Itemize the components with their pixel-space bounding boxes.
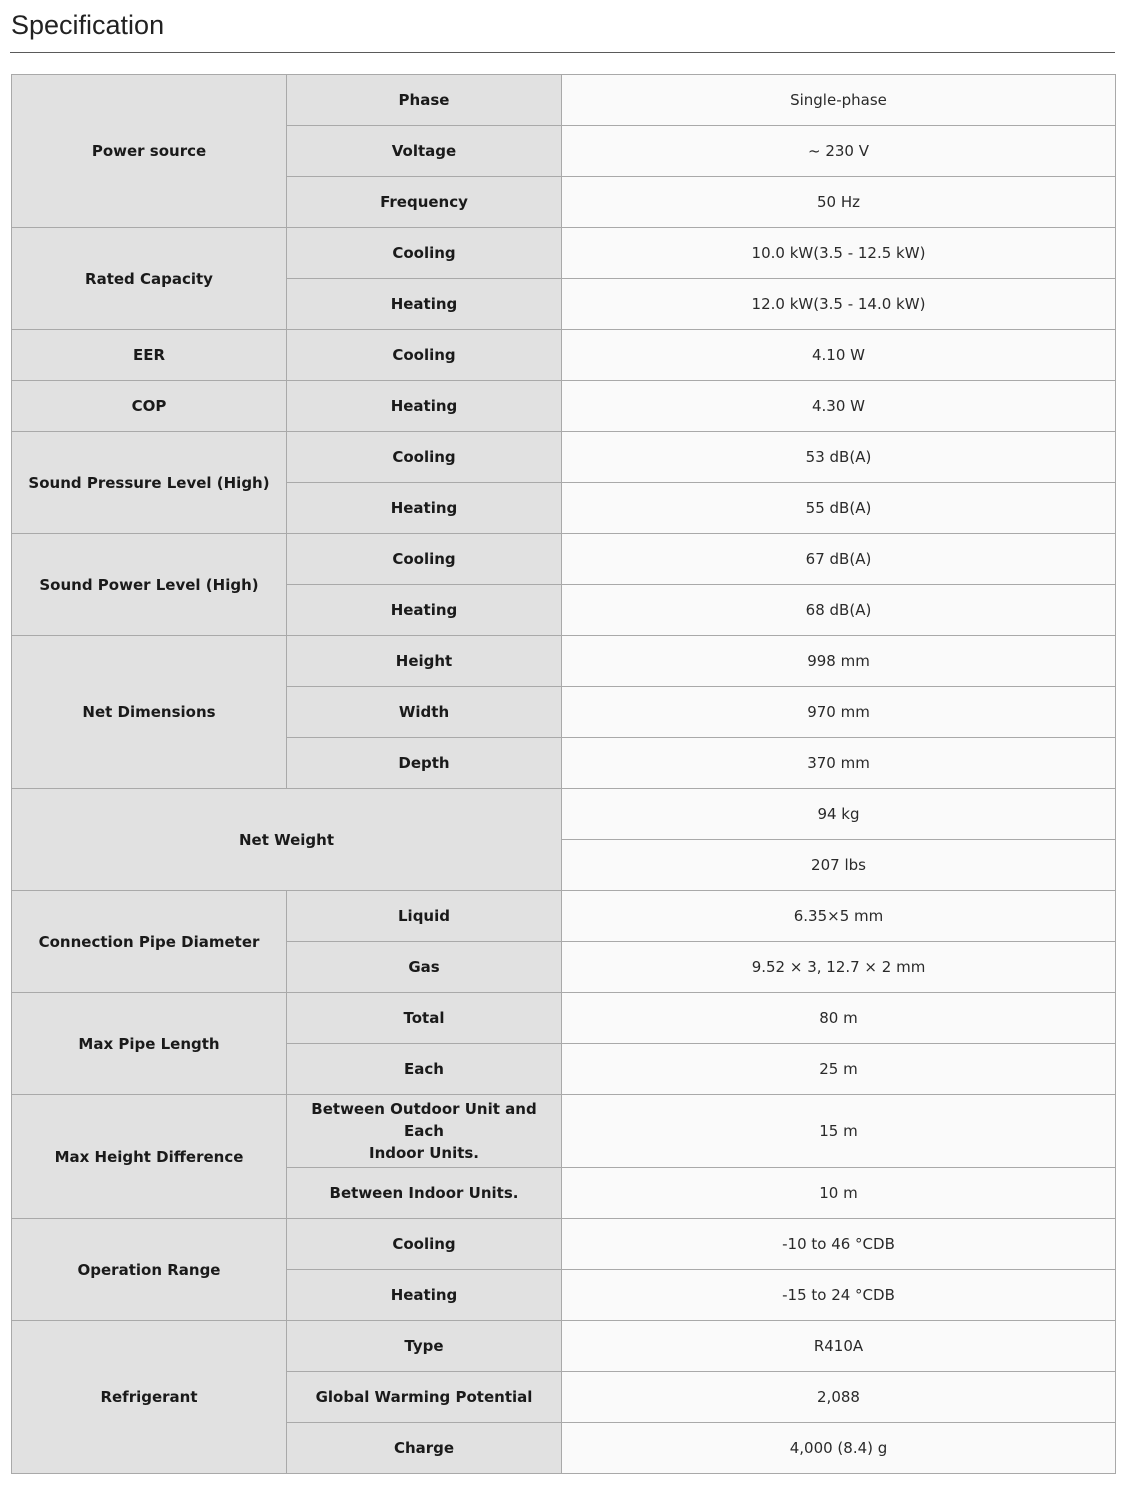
page-title: Specification bbox=[11, 10, 165, 40]
row-sub-label: Heating bbox=[287, 483, 562, 534]
table-row bbox=[12, 330, 1116, 381]
row-value: 998 mm bbox=[562, 636, 1116, 687]
row-sub-label: Type bbox=[287, 1321, 562, 1372]
row-sub-label: Height bbox=[287, 636, 562, 687]
table-row bbox=[12, 75, 1116, 126]
row-value: 15 m bbox=[562, 1095, 1116, 1168]
row-group-label: EER bbox=[12, 330, 287, 381]
row-sub-label: Total bbox=[287, 993, 562, 1044]
row-sub-label: Cooling bbox=[287, 228, 562, 279]
row-group-label: Net Dimensions bbox=[12, 636, 287, 789]
row-value: 9.52 × 3, 12.7 × 2 mm bbox=[562, 942, 1116, 993]
row-value: 4.30 W bbox=[562, 381, 1116, 432]
table-row bbox=[12, 228, 1116, 279]
row-sub-label-line: Indoor Units. bbox=[368, 1144, 480, 1162]
row-group-label: Refrigerant bbox=[12, 1321, 287, 1474]
row-sub-label: Heating bbox=[287, 585, 562, 636]
row-sub-label: Frequency bbox=[287, 177, 562, 228]
row-value: 55 dB(A) bbox=[562, 483, 1116, 534]
row-sub-label: Cooling bbox=[287, 1219, 562, 1270]
spec-table bbox=[11, 74, 1116, 1474]
row-sub-label: Cooling bbox=[287, 330, 562, 381]
table-row bbox=[12, 1321, 1116, 1372]
row-group-label: Sound Power Level (High) bbox=[12, 534, 287, 636]
row-value: -10 to 46 °CDB bbox=[562, 1219, 1116, 1270]
row-value: 25 m bbox=[562, 1044, 1116, 1095]
row-sub-label: Between Indoor Units. bbox=[287, 1168, 562, 1219]
row-value: Single-phase bbox=[562, 75, 1116, 126]
row-sub-label: Cooling bbox=[287, 432, 562, 483]
table-row bbox=[12, 993, 1116, 1044]
row-value: 970 mm bbox=[562, 687, 1116, 738]
table-row bbox=[12, 534, 1116, 585]
table-row bbox=[12, 432, 1116, 483]
row-value: 94 kg bbox=[562, 789, 1116, 840]
row-value: 4.10 W bbox=[562, 330, 1116, 381]
row-sub-label: Cooling bbox=[287, 534, 562, 585]
row-sub-label: Each bbox=[287, 1044, 562, 1095]
row-sub-label: Global Warming Potential bbox=[287, 1372, 562, 1423]
row-value: 370 mm bbox=[562, 738, 1116, 789]
row-group-label: Max Height Difference bbox=[12, 1095, 287, 1219]
row-value: -15 to 24 °CDB bbox=[562, 1270, 1116, 1321]
row-value: 50 Hz bbox=[562, 177, 1116, 228]
row-value: 10 m bbox=[562, 1168, 1116, 1219]
row-group-label: Connection Pipe Diameter bbox=[12, 891, 287, 993]
row-group-label: Sound Pressure Level (High) bbox=[12, 432, 287, 534]
row-value: 6.35×5 mm bbox=[562, 891, 1116, 942]
row-sub-label: Depth bbox=[287, 738, 562, 789]
row-value: 2,088 bbox=[562, 1372, 1116, 1423]
row-value: 80 m bbox=[562, 993, 1116, 1044]
row-group-label: COP bbox=[12, 381, 287, 432]
row-sub-label: Heating bbox=[287, 279, 562, 330]
title-divider bbox=[10, 52, 1115, 53]
row-sub-label: Phase bbox=[287, 75, 562, 126]
row-group-label: Power source bbox=[12, 75, 287, 228]
row-value: ~ 230 V bbox=[562, 126, 1116, 177]
row-sub-label: Voltage bbox=[287, 126, 562, 177]
row-value: 67 dB(A) bbox=[562, 534, 1116, 585]
table-row bbox=[12, 1219, 1116, 1270]
row-value: 53 dB(A) bbox=[562, 432, 1116, 483]
row-sub-label: Heating bbox=[287, 381, 562, 432]
row-sub-label-line: Between Outdoor Unit and Each bbox=[311, 1100, 537, 1140]
row-group-label: Rated Capacity bbox=[12, 228, 287, 330]
row-group-label: Max Pipe Length bbox=[12, 993, 287, 1095]
table-row bbox=[12, 1095, 1116, 1168]
row-value: 68 dB(A) bbox=[562, 585, 1116, 636]
row-value: 4,000 (8.4) g bbox=[562, 1423, 1116, 1474]
table-row bbox=[12, 891, 1116, 942]
row-sub-label: Width bbox=[287, 687, 562, 738]
row-sub-label bbox=[287, 1095, 562, 1168]
table-row bbox=[12, 636, 1116, 687]
row-value: 10.0 kW(3.5 - 12.5 kW) bbox=[562, 228, 1116, 279]
row-group-label: Operation Range bbox=[12, 1219, 287, 1321]
row-sub-label: Charge bbox=[287, 1423, 562, 1474]
table-row bbox=[12, 381, 1116, 432]
row-value: 12.0 kW(3.5 - 14.0 kW) bbox=[562, 279, 1116, 330]
row-sub-label: Heating bbox=[287, 1270, 562, 1321]
row-value: 207 lbs bbox=[562, 840, 1116, 891]
table-row bbox=[12, 789, 1116, 840]
row-group-label: Net Weight bbox=[12, 789, 562, 891]
row-value: R410A bbox=[562, 1321, 1116, 1372]
row-sub-label: Liquid bbox=[287, 891, 562, 942]
row-sub-label: Gas bbox=[287, 942, 562, 993]
